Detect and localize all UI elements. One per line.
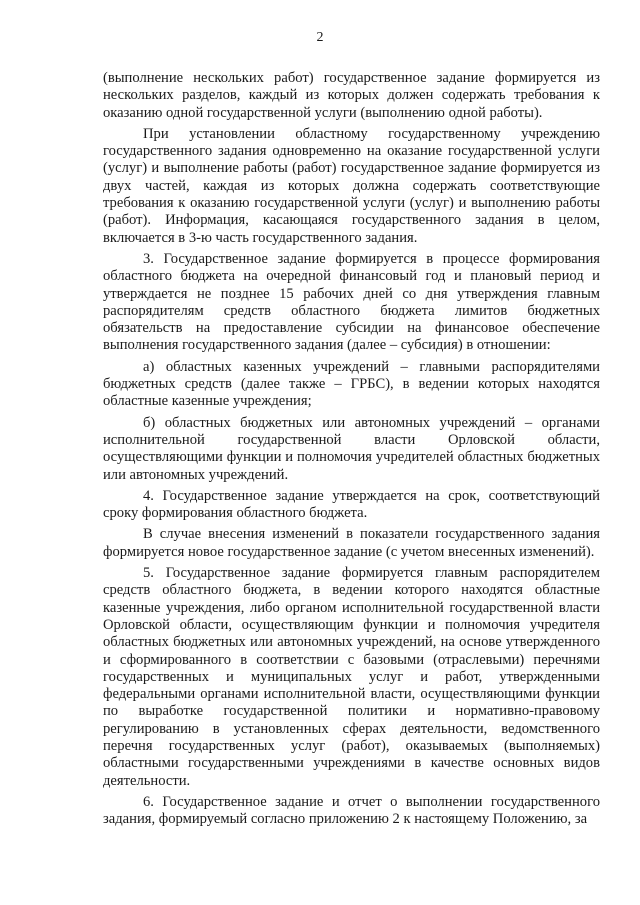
paragraph-two-parts: При установлении областному государственному учреждению государственного задания одновременно на оказание государственной услуги (услуг) и выполнение работы (работ) государственное задание формируется из двух частей, каждая из которых должна содержать соответствующие требования к оказанию государственной услуги (услуг) и выполнению работы (работ). Информация, касающаяся государственного задания в целом, включается в 3-ю часть государственного задания. [103, 125, 600, 246]
document-body [103, 70, 600, 832]
paragraph-item-6: 6. Государственное задание и отчет о выполнении государственного задания, формируемый согласно приложению 2 к настоящему Положению, за [103, 793, 600, 828]
paragraph-continuation: (выполнение нескольких работ) государственное задание формируется из нескольких разделов, каждый из которых должен содержать требования к оказанию одной государственной услуги (выполнению одной работы). [103, 70, 600, 121]
paragraph-item-5: 5. Государственное задание формируется главным распорядителем средств областного бюджета, в ведении которого находятся областные казенные учреждения, либо органом исполнительной государственной власти Орловской области, осуществляющим функции и полномочия учредителя областных бюджетных или автономных учреждений, на основе утвержденного и сформированного в соответствии с базовыми (отраслевыми) перечнями государственных и муниципальных услуг и работ, утвержденными федеральными органами исполнительной власти, осуществляющими функции по выработке государственной политики и нормативно-правовому регулированию в установленных сферах деятельности, ведомственного перечня государственных услуг (работ), оказываемых (выполняемых) областными государственными учреждениями в качестве основных видов деятельности. [103, 565, 600, 789]
paragraph-item-3: 3. Государственное задание формируется в процессе формирования областного бюджета на очередной финансовый год и плановый период и утверждается не позднее 15 рабочих дней со дня утверждения главным распорядителям средств областного бюджета лимитов бюджетных обязательств на предоставление субсидии на финансовое обеспечение выполнения государственного задания (далее – субсидия) в отношении: [103, 250, 600, 354]
paragraph-subitem-a: а) областных казенных учреждений – главными распорядителями бюджетных средств (далее также – ГРБС), в ведении которых находятся областные казенные учреждения; [103, 358, 600, 410]
paragraph-subitem-b: б) областных бюджетных или автономных учреждений – органами исполнительной государственной власти Орловской области, осуществляющими функции и полномочия учредителей областных бюджетных или автономных учреждений. [103, 414, 600, 483]
paragraph-changes: В случае внесения изменений в показатели государственного задания формируется новое государственное задание (с учетом внесенных изменений). [103, 526, 600, 560]
paragraph-item-4: 4. Государственное задание утверждается на срок, соответствующий сроку формирования областного бюджета. [103, 487, 600, 522]
page-number: 2 [316, 30, 324, 45]
